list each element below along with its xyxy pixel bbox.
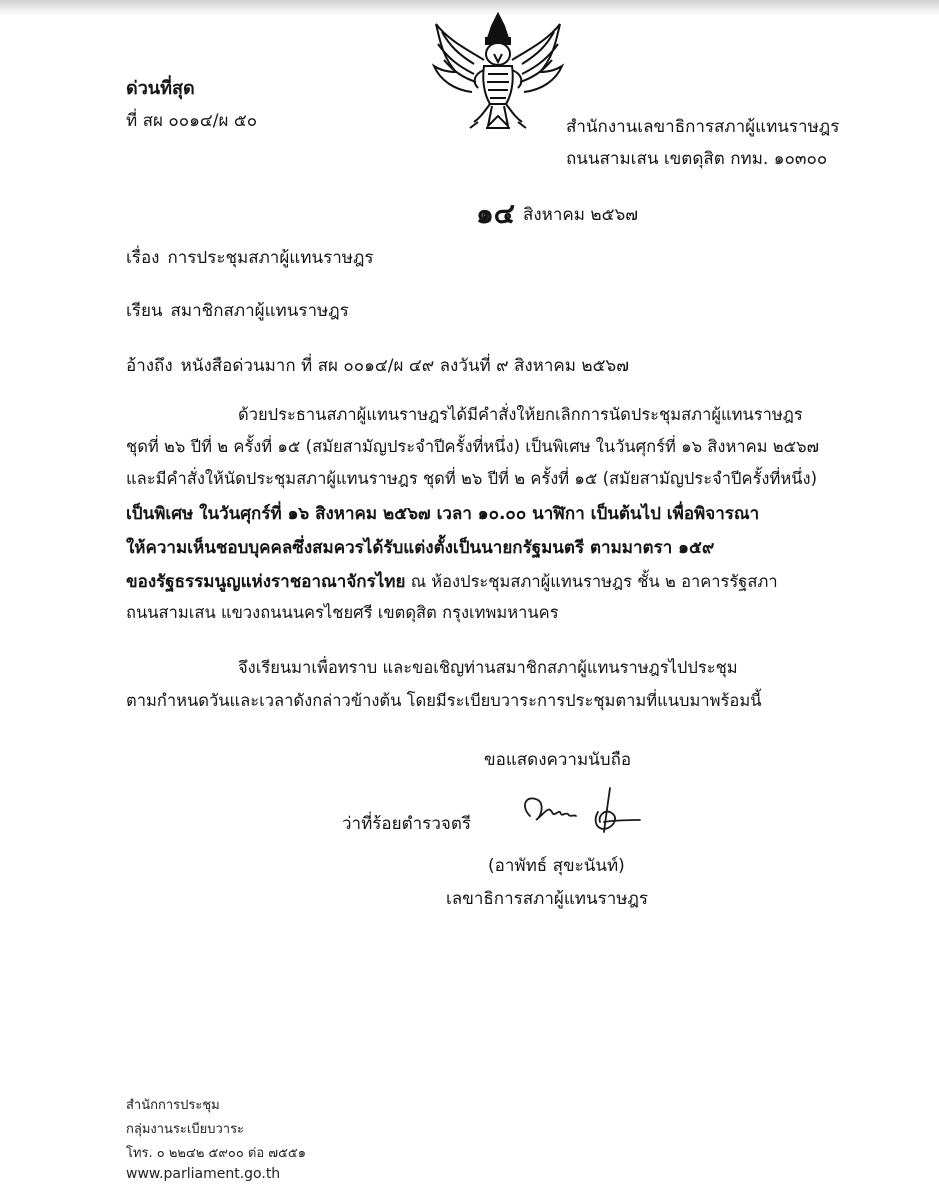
reference-label: อ้างถึง	[126, 356, 173, 376]
body-p2-line2: ตามกำหนดวันและเวลาดังกล่าวข้างต้น โดยมีระเบียบวาระการประชุมตามที่แนบมาพร้อมนี้	[126, 691, 762, 710]
signer-name: (อาพัทธ์ สุขะนันท์)	[488, 856, 625, 876]
salutation-text: สมาชิกสภาผู้แทนราษฎร	[170, 301, 349, 321]
footer-group: กลุ่มงานระเบียบวาระ	[126, 1122, 245, 1137]
garuda-emblem-icon	[428, 10, 568, 136]
subject-label: เรื่อง	[126, 248, 160, 268]
body-p1-line6	[126, 568, 778, 595]
body-p1-line5: ให้ความเห็นชอบบุคคลซึ่งสมควรได้รับแต่งตั้งเป็นนายกรัฐมนตรี ตามมาตรา ๑๕๙	[126, 538, 715, 558]
signature-image	[512, 782, 652, 846]
body-p1-line4: เป็นพิเศษ ในวันศุกร์ที่ ๑๖ สิงหาคม ๒๕๖๗ เวลา ๑๐.๐๐ นาฬิกา เป็นต้นไป เพื่อพิจารณา	[126, 504, 760, 524]
salutation-line	[126, 297, 349, 324]
body-p2-line1: จึงเรียนมาเพื่อทราบ และขอเชิญท่านสมาชิกสภาผู้แทนราษฎรไปประชุม	[238, 658, 738, 677]
constitution-text: ของรัฐธรรมนูญแห่งราชอาณาจักรไทย	[126, 572, 406, 592]
footer-department: สำนักการประชุม	[126, 1098, 220, 1113]
date-day: ๑๔	[476, 197, 515, 230]
body-p1-line3: และมีคำสั่งให้นัดประชุมสภาผู้แทนราษฎร ชุดที่ ๒๖ ปีที่ ๒ ครั้งที่ ๑๕ (สมัยสามัญประจำปีครั้งที่หนึ่ง)	[126, 469, 818, 488]
office-address: ถนนสามเสน เขตดุสิต กทม. ๑๐๓๐๐	[566, 149, 828, 169]
office-name: สำนักงานเลขาธิการสภาผู้แทนราษฎร	[566, 117, 840, 137]
footer-website-link[interactable]: www.parliament.go.th	[126, 1166, 281, 1182]
closing-phrase: ขอแสดงความนับถือ	[484, 750, 632, 770]
footer-phone: โทร. ๐ ๒๒๔๒ ๕๙๐๐ ต่อ ๗๕๕๑	[126, 1146, 306, 1161]
letter-date	[476, 192, 638, 236]
meeting-venue: ณ ห้องประชุมสภาผู้แทนราษฎร ชั้น ๒ อาคารรัฐสภา	[410, 572, 778, 591]
signer-position: เลขาธิการสภาผู้แทนราษฎร	[446, 889, 649, 909]
urgency-label: ด่วนที่สุด	[126, 78, 195, 99]
reference-text: หนังสือด่วนมาก ที่ สผ ๐๐๑๔/ผ ๔๙ ลงวันที่ ๙ สิงหาคม ๒๕๖๗	[180, 356, 630, 376]
subject-text: การประชุมสภาผู้แทนราษฎร	[167, 248, 374, 268]
document-number: ที่ สผ ๐๐๑๔/ผ ๕๐	[126, 111, 258, 131]
salutation-label: เรียน	[126, 301, 163, 321]
body-p1-line2: ชุดที่ ๒๖ ปีที่ ๒ ครั้งที่ ๑๕ (สมัยสามัญประจำปีครั้งที่หนึ่ง) เป็นพิเศษ ในวันศุกร์ที่ ๑๖ สิงหาคม ๒๕๖๗	[126, 437, 819, 456]
signer-rank: ว่าที่ร้อยตำรวจตรี	[342, 814, 471, 834]
date-month-year: สิงหาคม ๒๕๖๗	[522, 205, 639, 225]
body-p1-line7: ถนนสามเสน แขวงถนนนครไชยศรี เขตดุสิต กรุงเทพมหานคร	[126, 603, 559, 622]
body-p1-line1: ด้วยประธานสภาผู้แทนราษฎรได้มีคำสั่งให้ยกเลิกการนัดประชุมสภาผู้แทนราษฎร	[238, 405, 803, 424]
reference-line	[126, 352, 629, 379]
subject-line	[126, 244, 374, 271]
